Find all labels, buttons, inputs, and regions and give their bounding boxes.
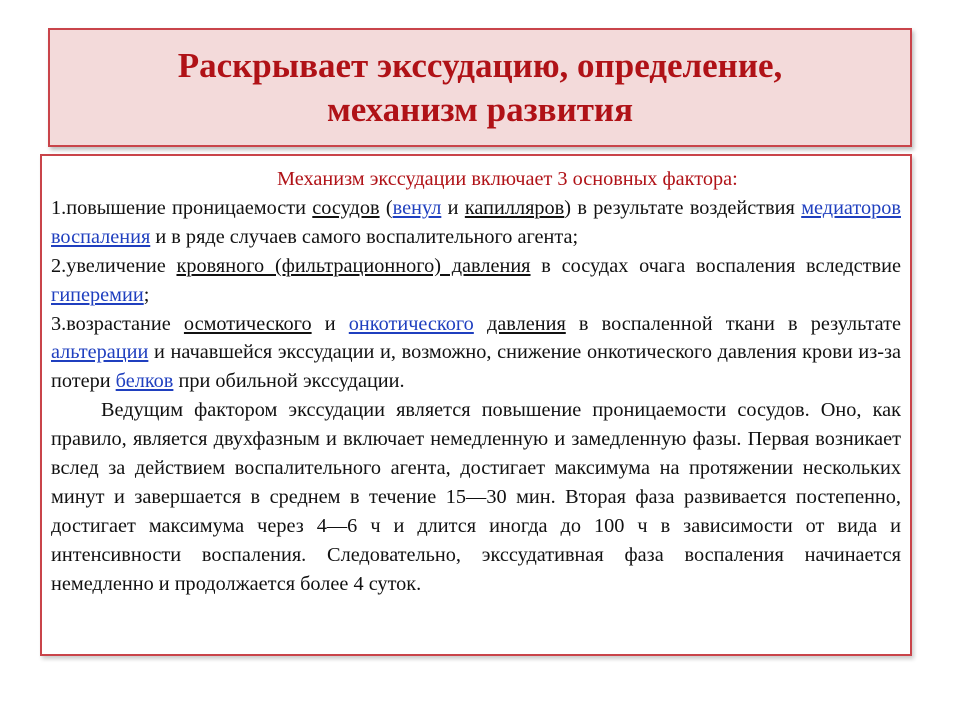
title-line-2: механизм развития: [326, 89, 634, 129]
link-venul[interactable]: венул: [392, 196, 442, 219]
link-belkov[interactable]: белков: [115, 370, 174, 393]
text-run: в воспаленной ткани в результате: [565, 312, 902, 335]
main-paragraph: Ведущим фактором экссудации является повышение проницаемости сосудов. Оно, как правило, является двухфазным и включает немедленную и замедленную фазы. Первая возникает вслед за действием воспалительного агента, достигает максимума на протяжении нескольких минут и завершается в среднем в течение 15—30 мин. Вторая фаза развивается постепенно, достигает максимума через 4—6 ч и длится иногда до 100 ч в зависимости от вида и интенсивности воспаления. Следовательно, экссудативная фаза воспаления начинается немедленно и продолжается более 4 суток.: [51, 399, 901, 595]
title-box: [48, 28, 912, 147]
text-run: 1.повышение проницаемости: [51, 196, 313, 219]
text-run: и в ряде случаев самого воспалительного агента;: [150, 225, 579, 248]
text-run: и начавшейся экссудации и, возможно, снижение онкотического давления крови из-за потери: [51, 341, 901, 393]
text-run: и: [441, 196, 465, 219]
term-sosudov: сосудов: [312, 196, 380, 219]
link-alteracii[interactable]: альтерации: [51, 341, 149, 364]
term-kapillyarov: капилляров: [464, 196, 565, 219]
term-davleniya: давления: [486, 312, 566, 335]
term-krovyanogo-davleniya: кровяного (фильтрационного) давления: [176, 254, 531, 277]
link-vospaleniya[interactable]: воспаления: [51, 225, 151, 248]
term-osmoticheskogo: осмотического: [183, 312, 312, 335]
link-giperemii[interactable]: гиперемии: [51, 283, 144, 306]
text-run: ;: [143, 283, 150, 306]
link-onkoticheskogo[interactable]: онкотического: [348, 312, 474, 335]
content-box: [40, 154, 912, 656]
link-mediatorov[interactable]: медиаторов: [801, 196, 901, 219]
text-run: (: [379, 196, 393, 219]
factor-item-3: [51, 310, 901, 397]
slide-title: [178, 44, 783, 132]
text-run: и: [311, 312, 349, 335]
content-heading: Механизм экссудации включает 3 основных фактора:: [277, 168, 738, 190]
text-run: при обильной экссудации.: [173, 370, 405, 393]
text-run: ) в результате воздействия: [564, 196, 802, 219]
text-run: 3.возрастание: [51, 312, 184, 335]
text-run: 2.увеличение: [51, 254, 177, 277]
title-line-1: Раскрывает экссудацию, определение,: [177, 45, 783, 85]
factor-item-2: [51, 252, 901, 310]
text-run: [474, 313, 487, 335]
text-run: в сосудах очага воспаления вследствие: [530, 254, 901, 277]
factor-item-1: [51, 194, 901, 252]
